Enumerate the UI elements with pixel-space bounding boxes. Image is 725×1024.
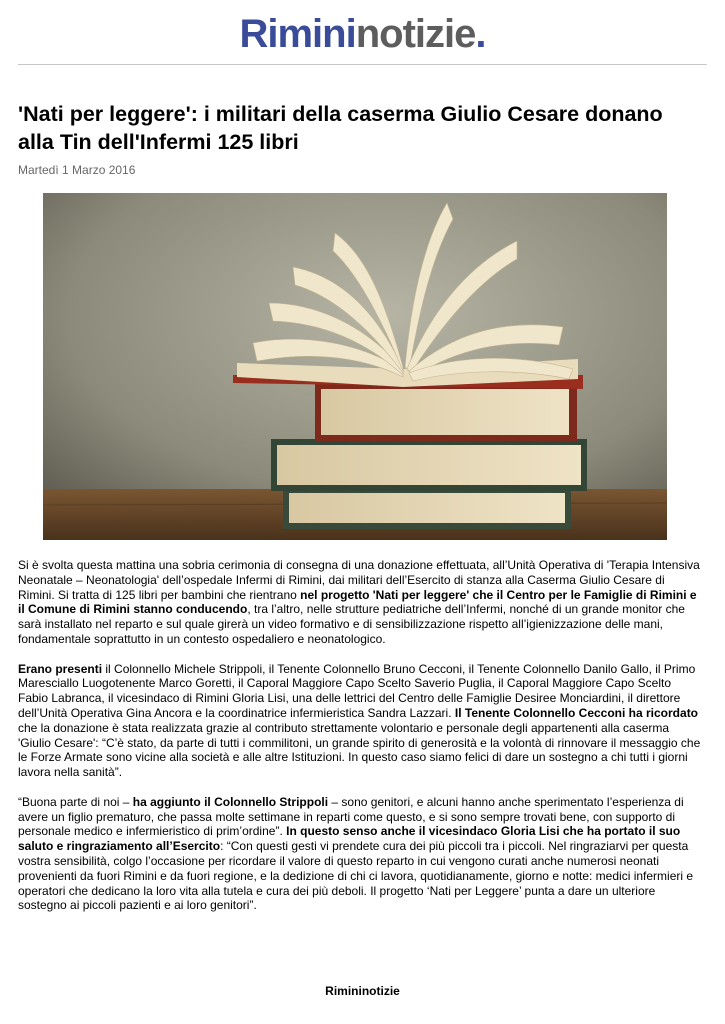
text-run: che la donazione è stata realizzata grazie al contributo strettamente volontario e personale degli appartenenti alla caserma 'Giulio Cesare': “C’è stato, da parte di tutti i commilitoni, un grande spirito di generosità e la volontà di rinnovare il messaggio che le Forze Armate sono vicine alla società e alle altre Istituzioni. In questo caso siamo felici di dare un sostegno a chi tutti i giorni lavora nella sanità”. <box>18 720 701 780</box>
footer-site-name <box>0 984 725 998</box>
bold-run: ha aggiunto il Colonnello Strippoli <box>132 794 329 809</box>
header-divider <box>18 64 707 65</box>
text-run: : “Con questi gesti vi prendete cura dei più piccoli tra i piccoli. Nel ringraziarvi per questa vostra sensibilità, colgo l’occasione per ricordare il valore di questo reparto in cui vengono curati anche numerosi neonati provenienti da fuori Rimini e da fuori regione, e la dedizione di chi ci lavora, quotidianamente, giorno e notte: medici infermieri e operatori che dedicano la loro vita alla tutela e cura dei più deboli. Il progetto ‘Nati per Leggere’ punta a dare un ulteriore sostegno ai piccoli pazienti e ai loro genitori”. <box>18 839 694 913</box>
masthead <box>0 8 725 60</box>
footer-label: Rimininotizie <box>325 984 400 998</box>
logo-dot: . <box>475 12 486 56</box>
logo-text-rimini: Rimini <box>239 12 356 56</box>
paragraph-1 <box>18 558 704 647</box>
paragraph-3 <box>18 795 704 913</box>
text-run: Si è svolta questa mattina una sobria cerimonia di consegna di una donazione effettuata, all’Unità Operativa di 'Terapia Intensiva Neonatale – Neonatologia' dell’ospedale Infermi di Rimini, dai militari dell’Esercito di stanza alla Caserma Giulio Cesare di Rimini. Si tratta di 125 libri per bambini che rientrano <box>18 558 700 602</box>
text-run: “Buona parte di noi – <box>18 794 133 809</box>
books-photo <box>43 193 667 540</box>
article-title: 'Nati per leggere': i militari della caserma Giulio Cesare donano alla Tin dell'Infermi 125 libri <box>18 102 663 154</box>
article-body <box>18 558 704 928</box>
text-run: il Colonnello Michele Strippoli, il Tenente Colonnello Bruno Cecconi, il Tenente Colonnello Danilo Gallo, il Primo Maresciallo Luogotenente Marco Goretti, il Caporal Maggiore Capo Scelto Saverio Puglia, il Caporal Maggiore Capo Scelto Fabio Labranca, il vicesindaco di Rimini Gloria Lisi, una delle lettrici del Centro delle Famiglie Desiree Monciardini, il direttore dell’Unità Operativa Gina Ancora e la coordinatrice infermieristica Sandra Lazzari. <box>18 661 696 720</box>
paragraph-2 <box>18 662 704 780</box>
books-illustration <box>43 193 667 540</box>
site-logo[interactable] <box>239 8 485 60</box>
article-date: Martedì 1 Marzo 2016 <box>18 163 136 177</box>
logo-text-notizie: notizie <box>355 12 476 56</box>
text-run: – sono genitori, e alcuni hanno anche sperimentato l’esperienza di avere un figlio prematuro, che passa molte settimane in reparti come questo, e si sono sempre trovati bene, con supporto di personale medico e infermieristico di prim’ordine”. <box>18 794 684 839</box>
bold-run: Erano presenti <box>18 661 103 676</box>
text-run: , tra l’altro, nelle strutture pediatriche dell’Infermi, nonché di un grande monitor che sarà installato nel reparto e sul quale girerà un video formativo e di sensibilizzazione rispetto all’igienizzazione delle mani, fondamentale soprattutto in un contesto ospedaliero e neonatologico. <box>18 602 685 646</box>
bold-run: nel progetto 'Nati per leggere' che il Centro per le Famiglie di Rimini e il Comune di Rimini stanno conducendo <box>18 587 697 617</box>
bold-run: Il Tenente Colonnello Cecconi ha ricordato <box>454 705 699 720</box>
bold-run: In questo senso anche il vicesindaco Gloria Lisi che ha portato il suo saluto e ringraziamento all’Esercito <box>18 824 681 854</box>
